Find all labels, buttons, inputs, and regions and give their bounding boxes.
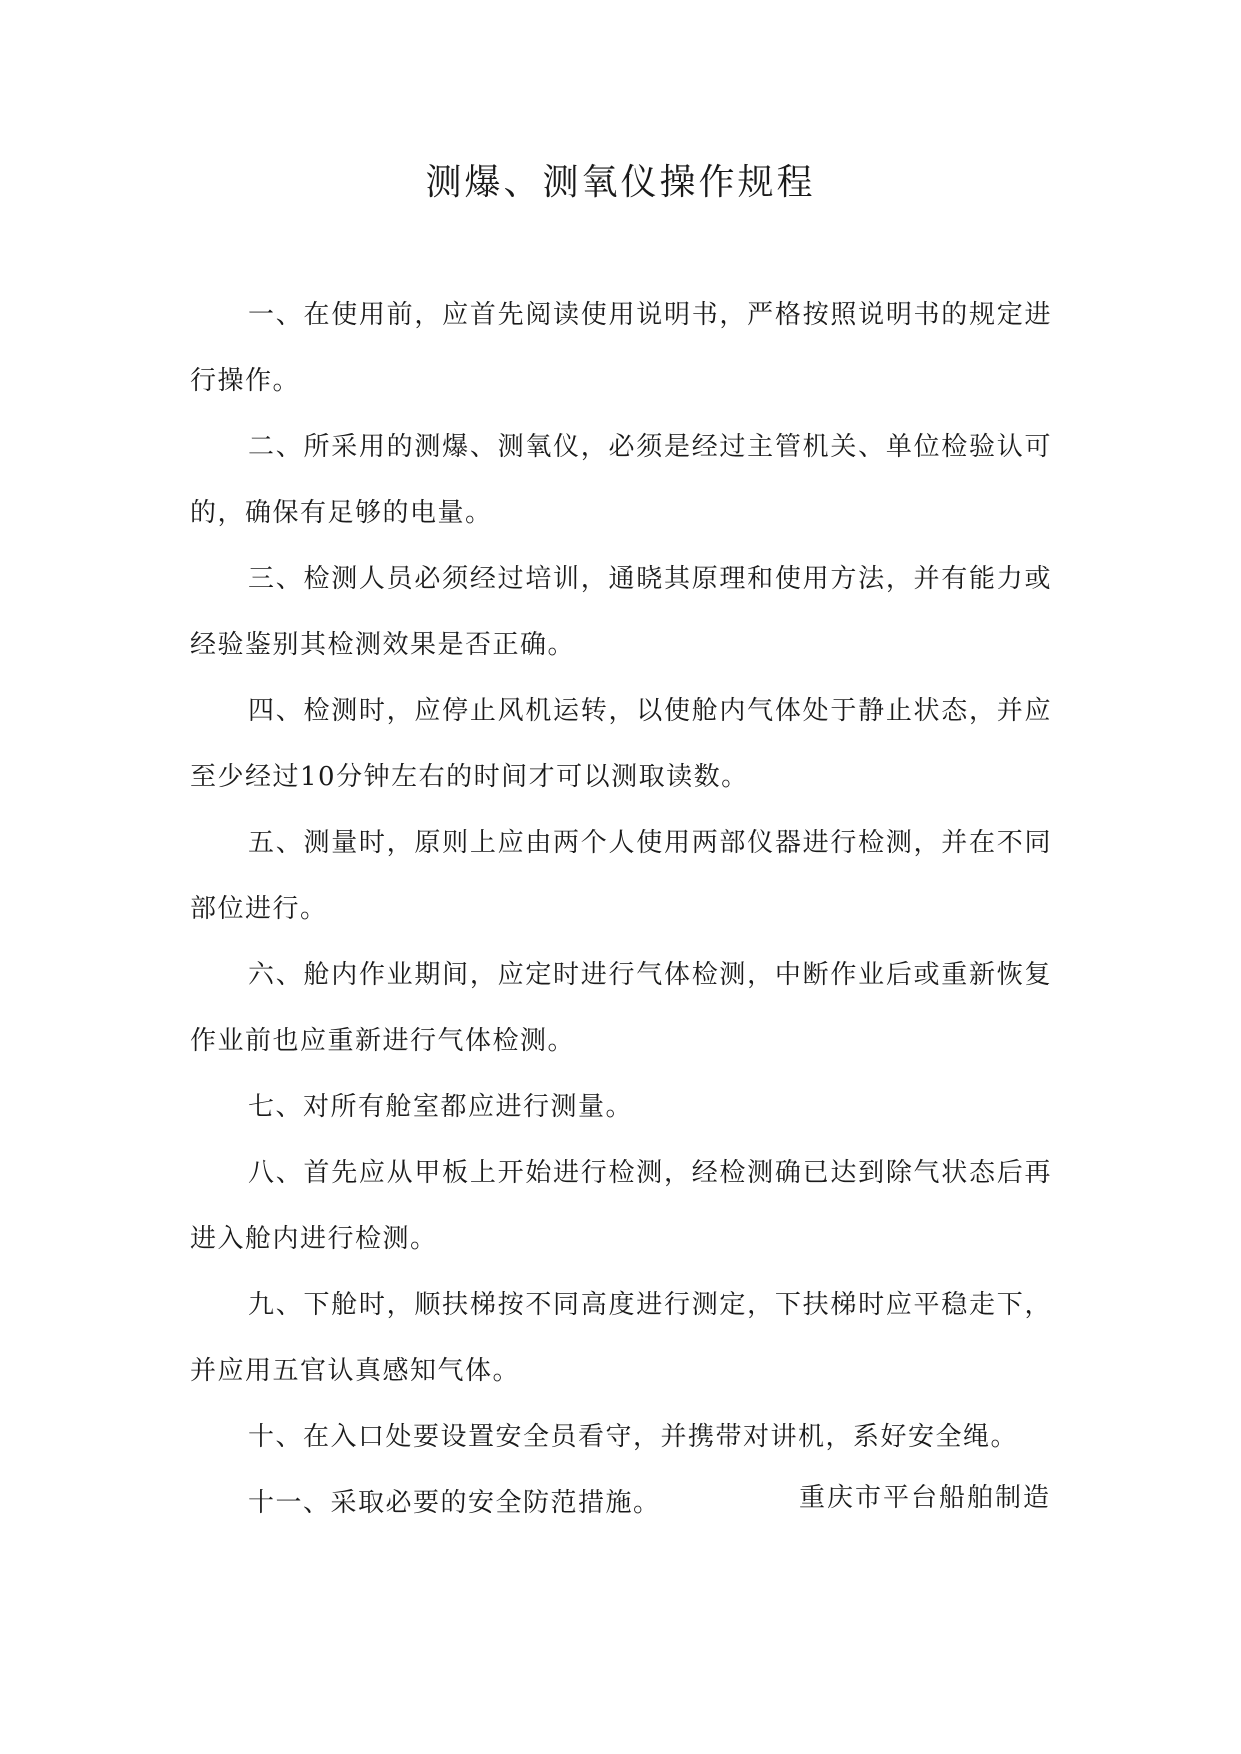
- paragraph-11: 十一、采取必要的安全防范措施。: [248, 1488, 661, 1518]
- paragraph-10: 十、在入口处要设置安全员看守，并携带对讲机，系好安全绳。: [248, 1422, 1019, 1452]
- paragraph-7: 七、对所有舱室都应进行测量。: [248, 1092, 634, 1122]
- paragraph-9: 九、下舱时，顺扶梯按不同高度进行测定，下扶梯时应平稳走下，并应用五官认真感知气体。: [190, 1290, 1052, 1386]
- document-signature: 重庆市平台船舶制造: [798, 1483, 1051, 1513]
- paragraph-4: 四、检测时，应停止风机运转，以使舱内气体处于静止状态，并应至少经过10分钟左右的时间才可以测取读数。: [190, 696, 1052, 792]
- paragraph-3: 三、检测人员必须经过培训，通晓其原理和使用方法，并有能力或经验鉴别其检测效果是否正确。: [190, 564, 1052, 660]
- document-body: [190, 282, 1052, 1536]
- paragraph-1: 一、在使用前，应首先阅读使用说明书，严格按照说明书的规定进行操作。: [190, 300, 1052, 396]
- paragraph-5: 五、测量时，原则上应由两个人使用两部仪器进行检测，并在不同部位进行。: [190, 828, 1052, 924]
- paragraph-6: 六、舱内作业期间，应定时进行气体检测，中断作业后或重新恢复作业前也应重新进行气体检测。: [190, 960, 1052, 1056]
- paragraph-8: 八、首先应从甲板上开始进行检测，经检测确已达到除气状态后再进入舱内进行检测。: [190, 1158, 1052, 1254]
- paragraph-2: 二、所采用的测爆、测氧仪，必须是经过主管机关、单位检验认可的，确保有足够的电量。: [190, 432, 1052, 528]
- document-title: 测爆、测氧仪操作规程: [425, 162, 816, 203]
